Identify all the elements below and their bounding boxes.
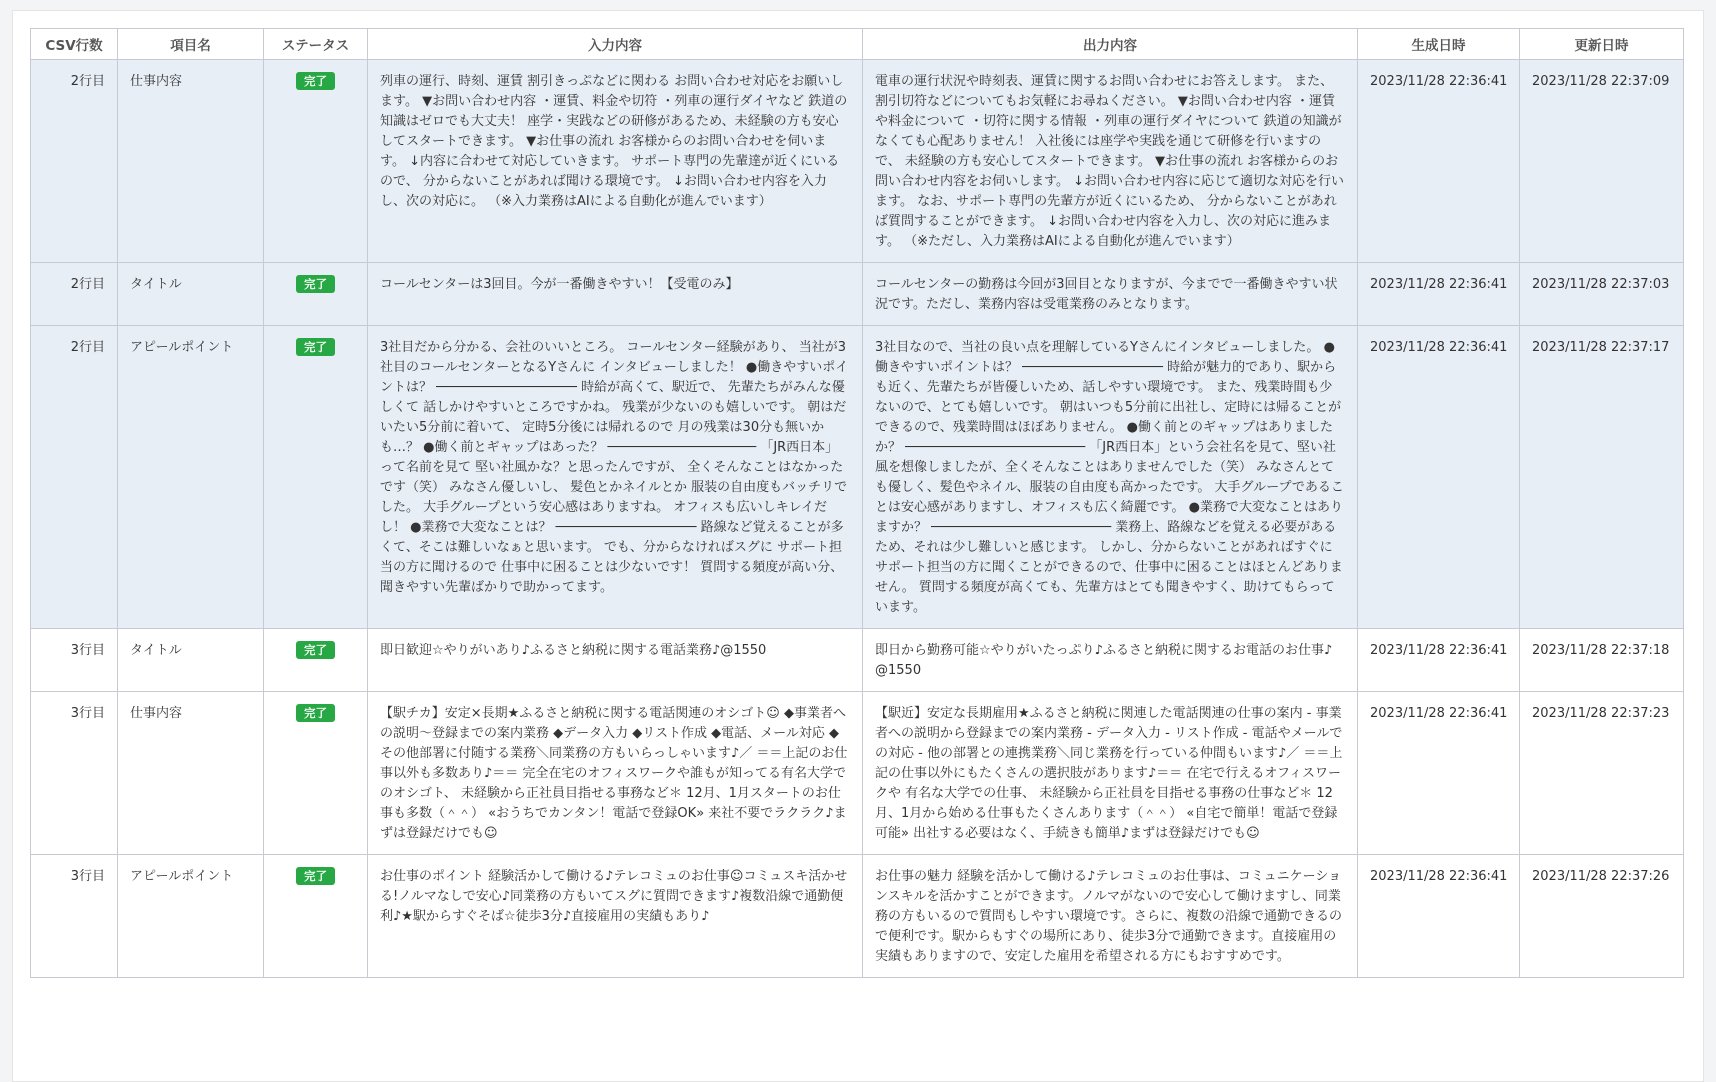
created-at-cell: 2023/11/28 22:36:41 — [1358, 326, 1520, 629]
status-badge: 完了 — [296, 338, 335, 356]
updated-at-cell: 2023/11/28 22:37:23 — [1520, 692, 1684, 855]
input-cell: 【駅チカ】安定×長期★ふるさと納税に関する電話関連のオシゴト☺ ◆事業者への説明～登録までの案内業務 ◆データ入力 ◆リスト作成 ◆電話、メール対応 ◆その他部署に付随する業務＼同業務の方もいらっしゃいます♪／ ＝＝上記のお仕事以外も多数あり♪＝＝ 完全在宅のオフィスワークや誰もが知ってる有名大学でのオシゴト、 未経験から正社員目指せる事務など＊ 12月、1月スタートのお仕事も多数（＾＾） «おうちでカンタン！電話で登録OK» 来社不要でラクラク♪まずは登録だけでも☺ — [368, 692, 863, 855]
output-cell: 3社目なので、当社の良い点を理解しているYさんにインタビューしました。 ●働きやすいポイントは？ ────────────────── 時給が魅力的であり、駅からも近く、先輩たちが皆優しいため、話しやすい環境です。 また、残業時間も少ないので、とても嬉しいです。 朝はいつも5分前に出社し、定時には帰ることができるので、残業時間はほぼありません。 ●働く前とのギャップはありましたか？ ─────────────────────── 「JR西日本」という会社名を見て、堅い社風を想像しましたが、全くそんなことはありませんでした（笑） みなさんとても優しく、髪色やネイル、服装の自由度も高かったです。 大手グループであることは安心感がありますし、オフィスも広く綺麗です。 ●業務で大変なことはありますか？ ─────────────────────── 業務上、路線などを覚える必要があるため、それは少し難しいと感じます。 しかし、分からないことがあればすぐにサポート担当の方に聞くことができるので、仕事中に困ることはほとんどありません。 質問する頻度が高くても、先輩方はとても聞きやすく、助けてもらっています。 — [863, 326, 1358, 629]
updated-at-cell: 2023/11/28 22:37:18 — [1520, 629, 1684, 692]
input-cell: 即日歓迎☆やりがいあり♪ふるさと納税に関する電話業務♪@1550 — [368, 629, 863, 692]
output-cell: コールセンターの勤務は今回が3回目となりますが、今までで一番働きやすい状況です。ただし、業務内容は受電業務のみとなります。 — [863, 263, 1358, 326]
status-cell — [264, 326, 368, 629]
csv-row-cell: 3行目 — [31, 692, 118, 855]
header-output[interactable]: 出力内容 — [863, 29, 1358, 60]
updated-at-cell: 2023/11/28 22:37:09 — [1520, 60, 1684, 263]
table-row[interactable] — [31, 629, 1684, 692]
header-status[interactable]: ステータス — [264, 29, 368, 60]
table-header-row — [31, 29, 1684, 60]
status-badge: 完了 — [296, 275, 335, 293]
input-cell: コールセンターは3回目。今が一番働きやすい！【受電のみ】 — [368, 263, 863, 326]
updated-at-cell: 2023/11/28 22:37:17 — [1520, 326, 1684, 629]
csv-row-cell: 3行目 — [31, 855, 118, 978]
table-row[interactable] — [31, 263, 1684, 326]
created-at-cell: 2023/11/28 22:36:41 — [1358, 629, 1520, 692]
status-cell — [264, 855, 368, 978]
created-at-cell: 2023/11/28 22:36:41 — [1358, 263, 1520, 326]
results-panel — [12, 10, 1704, 1082]
status-badge: 完了 — [296, 641, 335, 659]
header-csv-row[interactable]: CSV行数 — [31, 29, 118, 60]
csv-row-cell: 2行目 — [31, 263, 118, 326]
updated-at-cell: 2023/11/28 22:37:03 — [1520, 263, 1684, 326]
output-cell: 【駅近】安定な長期雇用★ふるさと納税に関連した電話関連の仕事の案内 - 事業者への説明から登録までの案内業務 - データ入力 - リスト作成 - 電話やメールでの対応 - 他の部署との連携業務＼同じ業務を行っている仲間もいます♪／ ＝＝上記の仕事以外にもたくさんの選択肢があります♪＝＝ 在宅で行えるオフィスワークや 有名な大学での仕事、 未経験から正社員を目指せる事務の仕事など＊ 12月、1月から始める仕事もたくさんあります（＾＾） «自宅で簡単！電話で登録可能» 出社する必要はなく、手続きも簡単♪まずは登録だけでも☺ — [863, 692, 1358, 855]
created-at-cell: 2023/11/28 22:36:41 — [1358, 855, 1520, 978]
item-name-cell: タイトル — [118, 629, 264, 692]
updated-at-cell: 2023/11/28 22:37:26 — [1520, 855, 1684, 978]
item-name-cell: 仕事内容 — [118, 60, 264, 263]
item-name-cell: アピールポイント — [118, 326, 264, 629]
item-name-cell: アピールポイント — [118, 855, 264, 978]
csv-row-cell: 3行目 — [31, 629, 118, 692]
table-row[interactable] — [31, 855, 1684, 978]
header-input[interactable]: 入力内容 — [368, 29, 863, 60]
table-row[interactable] — [31, 326, 1684, 629]
status-cell — [264, 629, 368, 692]
csv-row-cell: 2行目 — [31, 60, 118, 263]
status-cell — [264, 263, 368, 326]
created-at-cell: 2023/11/28 22:36:41 — [1358, 60, 1520, 263]
input-cell: 3社目だから分かる、会社のいいところ。 コールセンター経験があり、 当社が3社目のコールセンターとなるYさんに インタビューしました！ ●働きやすいポイントは？ ────────────────── 時給が高くて、駅近で、 先輩たちがみんな優しくて 話しかけやすいところですかね。 残業が少ないのも嬉しいです。 朝はだいたい5分前に着いて、 定時5分後には帰れるので 月の残業は30分も無いかも…？ ●働く前とギャップはあった？ ─────────────────── 「JR西日本」って名前を見て 堅い社風かな？と思ったんですが、 全くそんなことはなかったです（笑） みなさん優しいし、 髪色とかネイルとか 服装の自由度もバッチリでした。 大手グループという安心感はありますね。 オフィスも広いしキレイだし！ ●業務で大変なことは？ ────────────────── 路線など覚えることが多くて、そこは難しいなぁと思います。 でも、分からなければスグに サポート担当の方に聞けるので 仕事中に困ることは少ないです！ 質問する頻度が高い分、 聞きやすい先輩ばかりで助かってます。 — [368, 326, 863, 629]
conversion-results-table — [30, 28, 1684, 978]
status-badge: 完了 — [296, 867, 335, 885]
status-badge: 完了 — [296, 704, 335, 722]
output-cell: お仕事の魅力 経験を活かして働ける♪テレコミュのお仕事は、コミュニケーションスキルを活かすことができます。ノルマがないので安心して働けますし、同業務の方もいるので質問もしやすい環境です。さらに、複数の沿線で通勤できるので便利です。駅からもすぐの場所にあり、徒歩3分で通勤できます。直接雇用の実績もありますので、安定した雇用を希望される方にもおすすめです。 — [863, 855, 1358, 978]
header-updated-at[interactable]: 更新日時 — [1520, 29, 1684, 60]
status-cell — [264, 692, 368, 855]
table-row[interactable] — [31, 692, 1684, 855]
status-badge: 完了 — [296, 72, 335, 90]
output-cell: 即日から勤務可能☆やりがいたっぷり♪ふるさと納税に関するお電話のお仕事♪@1550 — [863, 629, 1358, 692]
item-name-cell: 仕事内容 — [118, 692, 264, 855]
input-cell: お仕事のポイント 経験活かして働ける♪テレコミュのお仕事☺コミュスキ活かせる!ノルマなしで安心♪同業務の方もいてスグに質問できます♪複数沿線で通勤便利♪★駅からすぐそば☆徒歩3分♪直接雇用の実績もあり♪ — [368, 855, 863, 978]
item-name-cell: タイトル — [118, 263, 264, 326]
csv-row-cell: 2行目 — [31, 326, 118, 629]
status-cell — [264, 60, 368, 263]
table-row[interactable] — [31, 60, 1684, 263]
header-created-at[interactable]: 生成日時 — [1358, 29, 1520, 60]
output-cell: 電車の運行状況や時刻表、運賃に関するお問い合わせにお答えします。 また、割引切符などについてもお気軽にお尋ねください。 ▼お問い合わせ内容 ・運賃や料金について ・切符に関する情報 ・列車の運行ダイヤについて 鉄道の知識がなくても心配ありません！ 入社後には座学や実践を通じて研修を行いますので、 未経験の方も安心してスタートできます。 ▼お仕事の流れ お客様からのお問い合わせ内容をお伺いします。 ↓お問い合わせ内容に応じて適切な対応を行います。 なお、サポート専門の先輩方が近くにいるため、 分からないことがあれば質問することができます。 ↓お問い合わせ内容を入力し、次の対応に進みます。 （※ただし、入力業務はAIによる自動化が進んでいます） — [863, 60, 1358, 263]
created-at-cell: 2023/11/28 22:36:41 — [1358, 692, 1520, 855]
header-item-name[interactable]: 項目名 — [118, 29, 264, 60]
input-cell: 列車の運行、時刻、運賃 割引きっぷなどに関わる お問い合わせ対応をお願いします。 ▼お問い合わせ内容 ・運賃、料金や切符 ・列車の運行ダイヤなど 鉄道の知識はゼロでも大丈夫！ 座学・実践などの研修があるため、未経験の方も安心してスタートできます。 ▼お仕事の流れ お客様からのお問い合わせを伺います。 ↓内容に合わせて対応していきます。 サポート専門の先輩達が近くにいるので、 分からないことがあれば聞ける環境です。 ↓お問い合わせ内容を入力し、次の対応に。 （※入力業務はAIによる自動化が進んでいます） — [368, 60, 863, 263]
